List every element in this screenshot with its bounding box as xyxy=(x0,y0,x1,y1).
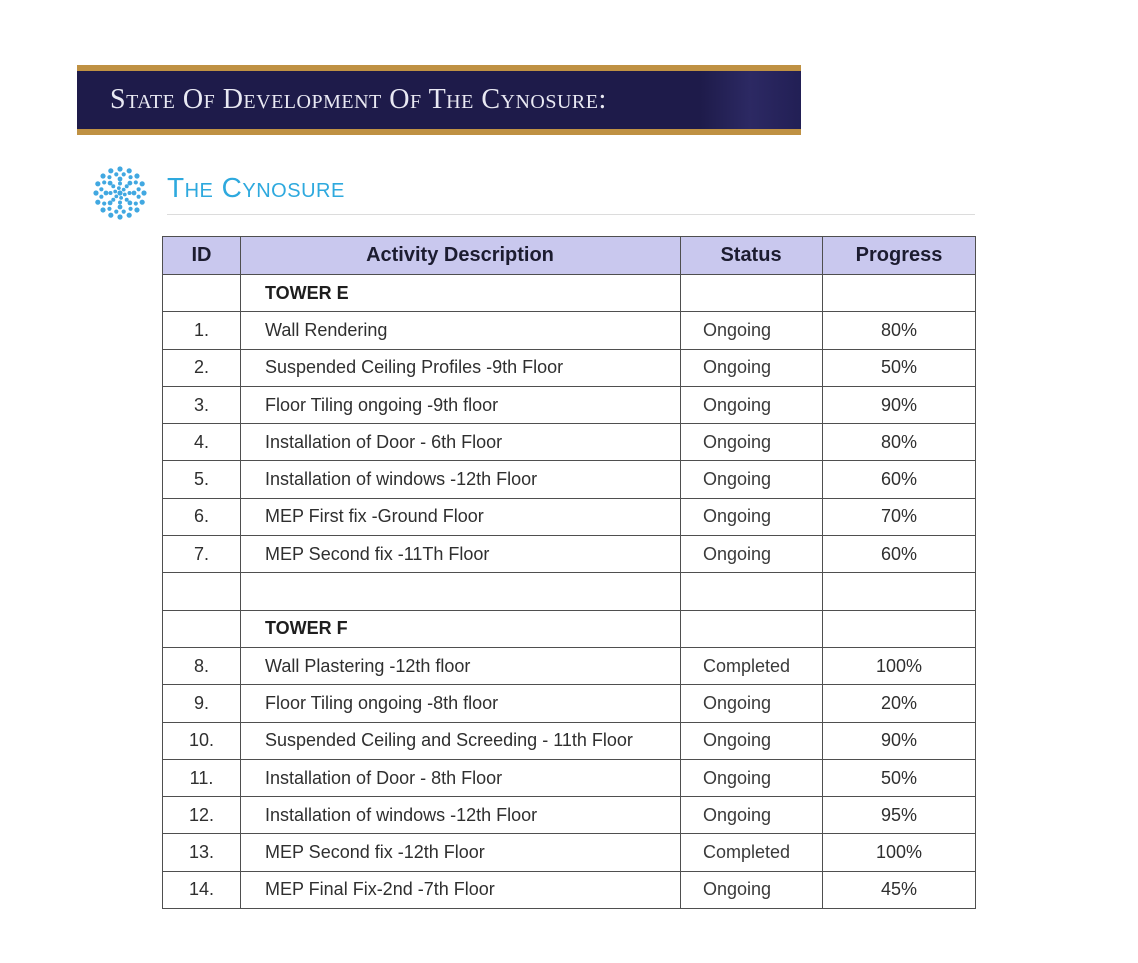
cell-status: Ongoing xyxy=(681,797,823,834)
column-header-activity: Activity Description xyxy=(241,237,681,275)
cell-progress xyxy=(823,573,976,610)
cell-activity xyxy=(241,573,681,610)
cell-id: 10. xyxy=(163,722,241,759)
cell-status: Ongoing xyxy=(681,536,823,573)
cell-progress: 80% xyxy=(823,312,976,349)
cell-activity: MEP Second fix -11Th Floor xyxy=(241,536,681,573)
cell-activity: Installation of Door - 6th Floor xyxy=(241,424,681,461)
table-header-row xyxy=(163,237,976,275)
cell-progress xyxy=(823,275,976,312)
cell-progress: 45% xyxy=(823,871,976,908)
page-title: State Of Development Of The Cynosure: xyxy=(110,84,607,115)
cell-id: 14. xyxy=(163,871,241,908)
cell-id: 13. xyxy=(163,834,241,871)
column-header-id: ID xyxy=(163,237,241,275)
table-row xyxy=(163,386,976,423)
table-row xyxy=(163,498,976,535)
table-row xyxy=(163,759,976,796)
cell-activity: Installation of Door - 8th Floor xyxy=(241,759,681,796)
cell-progress: 70% xyxy=(823,498,976,535)
cell-activity: TOWER F xyxy=(241,610,681,647)
table-row xyxy=(163,722,976,759)
cell-id xyxy=(163,610,241,647)
table-row xyxy=(163,461,976,498)
cell-id: 4. xyxy=(163,424,241,461)
cell-status: Ongoing xyxy=(681,759,823,796)
cell-progress: 80% xyxy=(823,424,976,461)
cell-progress: 50% xyxy=(823,759,976,796)
cell-activity: TOWER E xyxy=(241,275,681,312)
snowflake-medallion-icon xyxy=(91,164,149,222)
cell-progress: 60% xyxy=(823,461,976,498)
cell-id: 8. xyxy=(163,647,241,684)
cell-status: Ongoing xyxy=(681,424,823,461)
table-row xyxy=(163,349,976,386)
table-row xyxy=(163,797,976,834)
table-row xyxy=(163,536,976,573)
cell-id xyxy=(163,275,241,312)
cell-activity: Suspended Ceiling and Screeding - 11th Floor xyxy=(241,722,681,759)
cell-activity: Suspended Ceiling Profiles -9th Floor xyxy=(241,349,681,386)
table-row xyxy=(163,871,976,908)
cell-progress: 50% xyxy=(823,349,976,386)
cell-status: Ongoing xyxy=(681,312,823,349)
cell-status: Ongoing xyxy=(681,386,823,423)
cell-progress: 90% xyxy=(823,386,976,423)
table-row xyxy=(163,647,976,684)
cell-activity: Floor Tiling ongoing -8th floor xyxy=(241,685,681,722)
cell-id: 2. xyxy=(163,349,241,386)
cell-progress: 95% xyxy=(823,797,976,834)
activity-table xyxy=(162,236,976,909)
cell-status xyxy=(681,275,823,312)
cell-activity: Wall Plastering -12th floor xyxy=(241,647,681,684)
cell-progress: 60% xyxy=(823,536,976,573)
cell-status: Completed xyxy=(681,834,823,871)
cell-progress: 100% xyxy=(823,834,976,871)
cell-activity: Floor Tiling ongoing -9th floor xyxy=(241,386,681,423)
table-row xyxy=(163,312,976,349)
table-row xyxy=(163,275,976,312)
cell-status xyxy=(681,610,823,647)
cell-id: 12. xyxy=(163,797,241,834)
cell-id: 6. xyxy=(163,498,241,535)
cell-progress xyxy=(823,610,976,647)
cell-id: 5. xyxy=(163,461,241,498)
cell-status: Completed xyxy=(681,647,823,684)
cell-status: Ongoing xyxy=(681,349,823,386)
cell-id xyxy=(163,573,241,610)
table-row xyxy=(163,834,976,871)
cell-status xyxy=(681,573,823,610)
cell-activity: MEP Final Fix-2nd -7th Floor xyxy=(241,871,681,908)
cell-activity: Installation of windows -12th Floor xyxy=(241,797,681,834)
cell-id: 11. xyxy=(163,759,241,796)
cell-activity: Installation of windows -12th Floor xyxy=(241,461,681,498)
table-row xyxy=(163,573,976,610)
cell-activity: MEP First fix -Ground Floor xyxy=(241,498,681,535)
cell-progress: 100% xyxy=(823,647,976,684)
cell-id: 1. xyxy=(163,312,241,349)
cell-progress: 20% xyxy=(823,685,976,722)
table-row xyxy=(163,685,976,722)
table-row xyxy=(163,610,976,647)
cell-activity: MEP Second fix -12th Floor xyxy=(241,834,681,871)
cell-id: 9. xyxy=(163,685,241,722)
section-title: The Cynosure xyxy=(167,172,345,203)
cell-progress: 90% xyxy=(823,722,976,759)
cell-status: Ongoing xyxy=(681,461,823,498)
cell-status: Ongoing xyxy=(681,722,823,759)
title-banner xyxy=(77,65,801,135)
cell-id: 7. xyxy=(163,536,241,573)
section-divider xyxy=(167,214,975,215)
cell-status: Ongoing xyxy=(681,498,823,535)
column-header-progress: Progress xyxy=(823,237,976,275)
table-body xyxy=(163,275,976,909)
cell-activity: Wall Rendering xyxy=(241,312,681,349)
table-row xyxy=(163,424,976,461)
column-header-status: Status xyxy=(681,237,823,275)
cell-status: Ongoing xyxy=(681,685,823,722)
cell-status: Ongoing xyxy=(681,871,823,908)
cell-id: 3. xyxy=(163,386,241,423)
